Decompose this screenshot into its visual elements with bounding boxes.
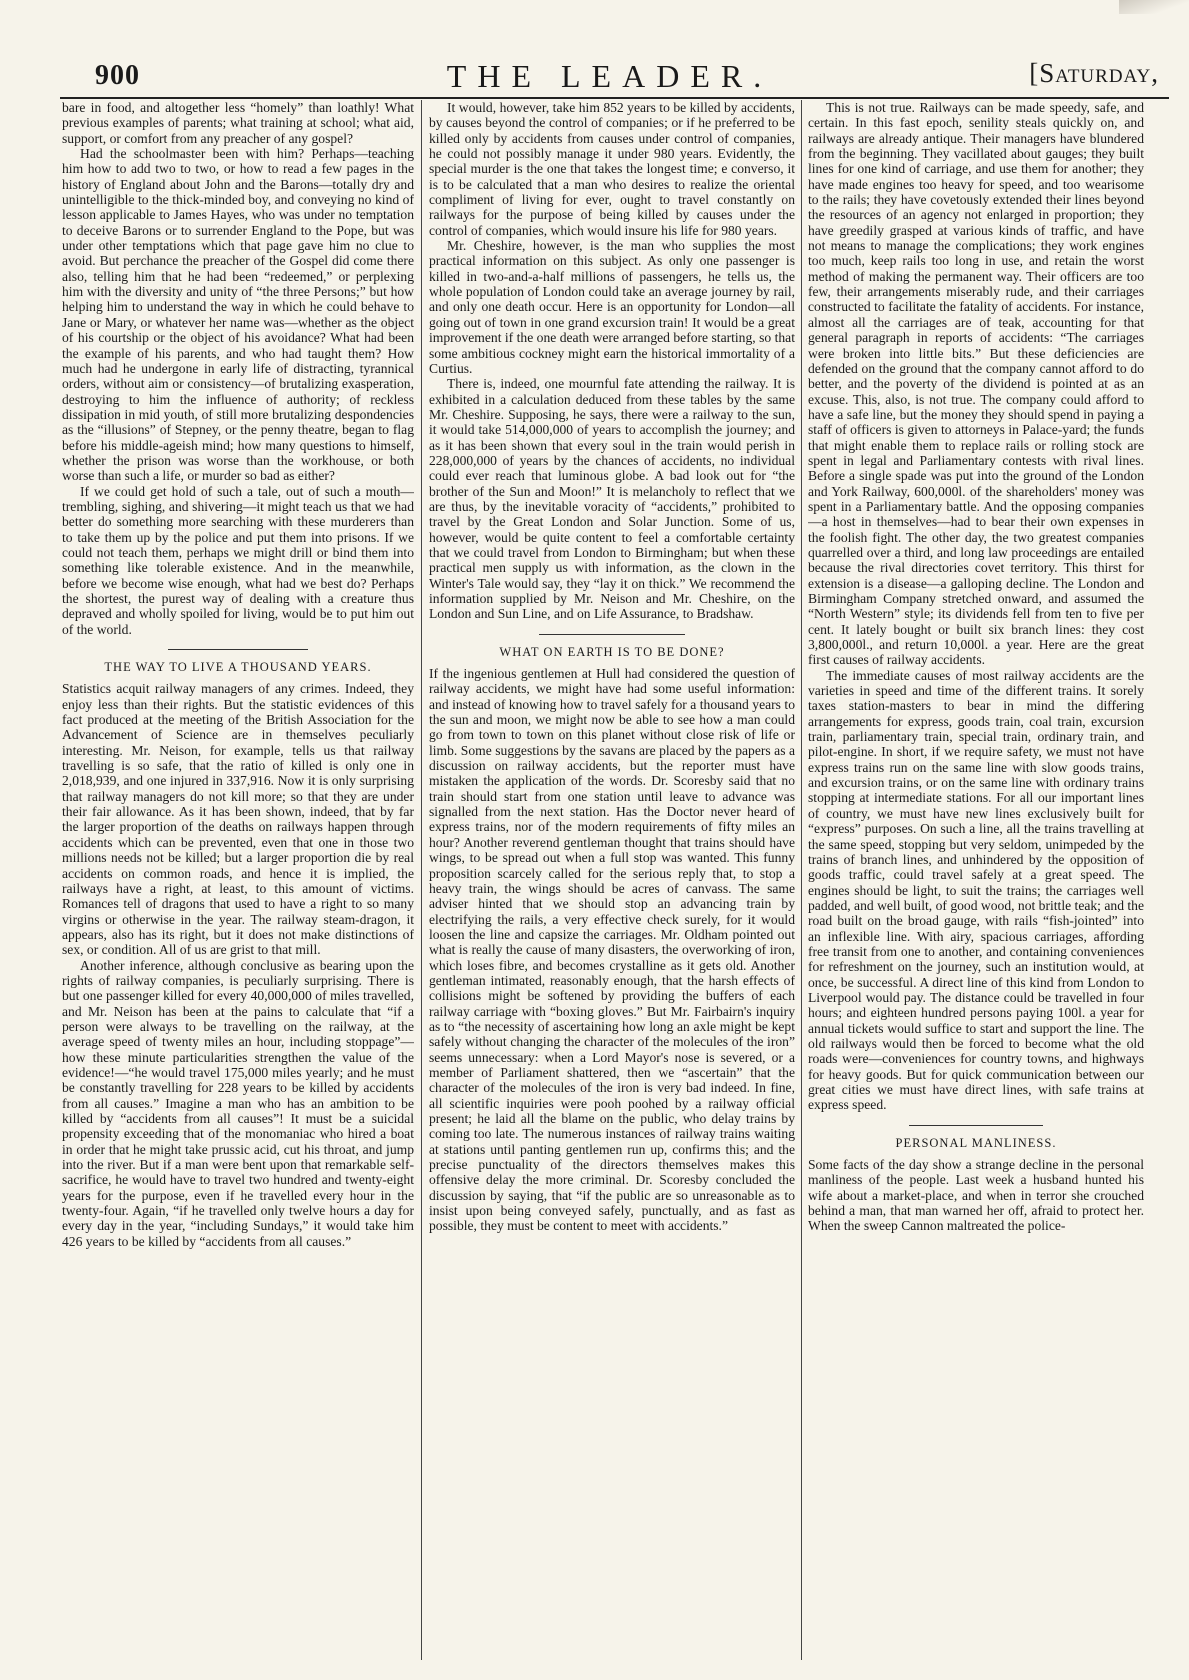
header-rule: [60, 97, 1169, 99]
article-title: WHAT ON EARTH IS TO BE DONE?: [499, 644, 725, 659]
article-title: THE WAY TO LIVE A THOUSAND YEARS.: [104, 660, 372, 675]
column-1: [62, 100, 414, 1660]
section-divider: [539, 634, 685, 635]
paragraph: It would, however, take him 852 years to be killed by accidents, by causes beyond the control of companies; or if he preferred to be killed only by accidents from causes under control of companies, he could not possibly manage it under 980 years. Evidently, the special murder is the one that takes the longest time; e converso, it is to be calculated that a man who desires to realize the oriental compliment of living for ever, ought to travel constantly on railways for the purpose of being killed by causes under the control of companies, which would insure his life for 980 years.: [429, 100, 795, 238]
paragraph: Mr. Cheshire, however, is the man who supplies the most practical information on this subject. As only one passenger is killed in two-and-a-half millions of passengers, he tells us, the whole population of London could take an average journey by rail, and only one death occur. Here is an opportunity for London—all going out of town in one grand excursion train! It would be a great improvement if the one death were arranged before starting, so that some ambitious cockney might earn the historical immortality of a Curtius.: [429, 238, 795, 376]
paragraph: Some facts of the day show a strange decline in the personal manliness of the people. Last week a husband hunted his wife about a market-place, and when in terror she crouched behind a man, that man warned her off, afraid to protect her. When the sweep Cannon maltreated the police-: [808, 1157, 1144, 1234]
section-divider: [909, 1125, 1043, 1126]
column-divider: [421, 100, 422, 1660]
dateline: [Saturday,: [1029, 58, 1159, 88]
page-number: 900: [95, 60, 140, 91]
section-divider: [168, 649, 309, 650]
paragraph: The immediate causes of most railway accidents are the varieties in speed and time of the different trains. It sorely taxes station-masters to bear in mind the differing arrangements for express, goods train, coal train, excursion train, parliamentary train, special train, ordinary train, and pilot-engine. In short, if we require safety, we must not have express trains run on the same line with slow goods trains, and excursion trains, or on the same line with ordinary trains stopping at intermediate stations. For all our important lines of country, we must have new lines exclusively built for “express” purposes. On such a line, all the trains travelling at the same speed, stopping but very seldom, unimpeded by the trains of branch lines, and unhindered by the opposition of goods traffic, could travel safely at a great speed. The engines should be light, to suit the trains; the carriages well padded, and well built, of good wood, not brittle teak; and the road built on the broad gauge, with rails “fish-jointed” into an inflexible line. With airy, spacious carriages, affording free transit from one to another, and containing conveniences for refreshment on the journey, such an institution would, at once, be successful. A direct line of this kind from London to Liverpool would pay. The distance could be travelled in four hours; and eighteen hundred persons paying 100l. a year for annual tickets would suffice to start and support the line. The old railways would then be forced to become what the old roads were—conveniences for country towns, and highways for heavy goods. But for quick communication between our great cities we must have direct lines, with safe trains at express speed.: [808, 667, 1144, 1113]
paragraph: Another inference, although conclusive as bearing upon the rights of railway companies, is peculiarly surprising. There is but one passenger killed for every 40,000,000 of miles travelled, and Mr. Neison has been at the pains to calculate that “if a person were always to be travelling on the railway, at the average speed of twenty miles an hour, including stoppage”—how these minute particularities strengthen the value of the evidence!—“he would travel 175,000 miles yearly; and he must be constantly travelling for 228 years to be killed by accidents from all causes.” Imagine a man who has an ambition to be killed by “accidents from all causes”! It must be a suicidal propensity exceeding that of the monomaniac who hired a boat in order that he might take prussic acid, cut his throat, and jump into the river. But if a man were bent upon that remarkable self-sacrifice, he would have to travel two hundred and twenty-eight years for the purpose, even if he travelled every hour in the twenty-four. Again, “if he travelled only twelve hours a day for every day in the year, “including Sundays,” it would take him 426 years to be killed by “accidents from all causes.”: [62, 957, 414, 1249]
paragraph: If the ingenious gentlemen at Hull had considered the question of railway accidents, we might have had some useful information: and instead of knowing how to travel safely for a thousand years to the sun and moon, we might now be able to see how a man could go from town to town on this planet without close risk of life or limb. Some suggestions by the savans are placed by the papers as a discussion on railway accidents, but the reporter must have mistaken the application of the words. Dr. Scoresby said that no train should start from one station until leave to advance was signalled from the next station. Has the Doctor never heard of express trains, nor of the modern requirements of fifty miles an hour? Another reverend gentleman thought that trains should have wings, to be spread out when a full stop was wanted. This funny proposition scarcely called for the serious reply that, to stop a heavy train, the wings should be acres of canvass. The same adviser hinted that we should stop an advancing train by electrifying the rails, a very effective check surely, for it would loosen the line and capsize the carriages. Mr. Oldham pointed out what is really the cause of many disasters, the overworking of iron, which loses fibre, and becomes crystalline as it gets old. Another gentleman intimated, reasonably enough, that the harsh effects of collisions might be softened by providing the buffers of each railway carriage with “boxing gloves.” But Mr. Fairbairn's inquiry as to “the necessity of ascertaining how long an axle might be kept safely without changing the character of the molecules of the iron” seems unnecessary: when a Lord Mayor's nose is severed, or a member of Parliament shattered, then we “ascertain” that the character of the molecules of the iron is very bad indeed. In fine, all scientific inquiries were pooh poohed by a railway official present; he laid all the blame on the public, who delay trains by coming too late. The numerous instances of railway trains waiting at stations until panting gentlemen run up, confirms this; and the precise punctuality of the directors themselves makes this offensive delay the more criminal. Dr. Scoresby concluded the discussion by saying, that “if the public are so unreasonable as to insist upon being conveyed safely, punctually, and as fast as possible, they must be content to meet with accidents.”: [429, 666, 795, 1234]
paragraph: If we could get hold of such a tale, out of such a mouth—trembling, sighing, and shivering—it might teach us that we had better do something more searching with these murderers than to take them up by the police and put them into prisons. If we could not teach them, perhaps we might drill or bind them into something like tolerable existence. And in the meanwhile, before we become wise enough, what had we best do? Perhaps the shortest, the purest way of dealing with a creature thus depraved and wholly spoiled for living, would be to put him out of the world.: [62, 483, 414, 637]
article-title: PERSONAL MANLINESS.: [895, 1135, 1057, 1150]
paragraph: Statistics acquit railway managers of any crimes. Indeed, they enjoy less than their rights. But the statistic evidences of this fact produced at the meeting of the British Association for the Advancement of Science are in themselves peculiarly interesting. Mr. Neison, for example, tells us that railway travelling is so safe, that the ratio of killed is only one in 2,018,939, and one injured in 337,916. Now it is only surprising that railway managers do not kill more; so that they are under their fair allowance. As it has been shown, indeed, that by far the larger proportion of the deaths on railways happen through accidents which can be prevented, even that one in those two millions needs not be killed; but a larger proportion die by real accidents on common roads, and hence it is implied, the railways have a right, at least, to this amount of victims. Romances tell of dragons that used to have a right to so many virgins or otherwise in the year. The railway steam-dragon, it appears, also has its right, but it does not make distinctions of sex, or condition. All of us are grist to that mill.: [62, 681, 414, 958]
masthead: THE LEADER.: [446, 58, 773, 94]
paragraph: Had the schoolmaster been with him? Perhaps—teaching him how to add two to two, or how to read a few pages in the history of England about John and the Barons—totally dry and unintelligible to the thick-minded boy, and conveying no kind of lesson applicable to James Hayes, who was under no temptation to deceive Barons or to surrender England to the Pope, but was under other temptations which that page gave him no clue to avoid. But perchance the preacher of the Gospel did come there also, telling him that he had been “redeemed,” or perplexing him with the diversity and unity of “the three Persons;” but how helping him to understand the way in which he could behave to Jane or Mary, or whatever her name was—whether as the object of his courtship or the object of his avoidance? What had been the example of his parents, and who had taught them? How much had he undergone in early life of distracting, tyrannical orders, without aim or consistency—of brutalizing exasperation, destroying to him the influence of authority; of reckless dissipation in mid youth, of still more brutalizing despondencies as the “illusions” of Stepney, or the penny theatre, began to flag before his middle-ageish mind; how many questions to himself, whether the prison was worse than the workhouse, or both worse than such a life, or murder so bad as either?: [62, 146, 414, 484]
paragraph: This is not true. Railways can be made speedy, safe, and certain. In this fast epoch, senility steals quickly on, and railways are already antique. Their managers have blundered from the beginning. They vacillated about gauges; they built lines for one kind of carriage, and use them for another; they have made engines too heavy for speed, and too wearisome to the rails; they have covetously extended their lines beyond the resources of an agency not enlarged in proportion; they have greedily grasped at various kinds of traffic, and have not means to manage the complications; they work engines too much, keep rails too long in use, and retain the worst method of making the permanent way. Their officers are too few, their arrangements miserably rude, and their carriages constructed to facilitate the fatality of accidents. For instance, almost all the carriages are of teak, accounting for that general paragraph in reports of accidents: “The carriages were broken into little bits.” But these deficiencies are defended on the ground that the company cannot afford to do better, and the poverty of the dividend is pointed at as an excuse. This, also, is not true. The company could afford to have a safe line, but the money they should spend in paying a staff of officers is given to attorneys in Palace-yard; the funds that might enable them to replace rails or rolling stock are spent in legal and Parliamentary contests with rival lines. Before a single spade was put into the ground of the London and York Railway, 600,000l. of the shareholders' money was spent in a Parliamentary battle. And the opposing companies—a host in themselves—had to bear their own expenses in the foolish fight. The other day, the two greatest companies quarrelled over a third, and long law proceedings are entailed because the rival directories covet territory. This thirst for extension is a disease—a galloping decline. The London and Birmingham Company stretched onward, and assumed the “North Western” style; its dividends fell from ten to five per cent. It lately bought or built six branch lines: they cost 3,800,000l., and return 10,000l. a year. Here are the great first causes of railway accidents.: [808, 100, 1144, 668]
torn-corner: [1119, 0, 1189, 14]
page-header: [60, 58, 1159, 98]
column-2: [429, 100, 795, 1660]
paragraph: There is, indeed, one mournful fate attending the railway. It is exhibited in a calculation deduced from these tables by the same Mr. Cheshire. Supposing, he says, there were a railway to the sun, it would take 514,000,000 of years to accomplish the journey; and as it has been shown that every soul in the train would perish in 228,000,000 of years by the chances of accidents, no individual could ever reach that luminous globe. A bad look out for “the brother of the Sun and Moon!” It is melancholy to reflect that we are thus, by the inevitable voracity of “accidents,” prohibited to travel by the Great London and Solar Junction. Some of us, however, would be quite content to feel a comfortable certainty that we could travel from London to Birmingham; but when these practical men supply us with information, as the clown in the Winter's Tale would say, they “lay it on thick.” We recommend the information supplied by Mr. Neison and Mr. Cheshire, on the London and Sun Line, and on Life Assurance, to Bradshaw.: [429, 376, 795, 622]
column-divider: [801, 100, 802, 1660]
column-3: [808, 100, 1144, 1660]
paragraph: bare in food, and altogether less “homely” than loathly! What previous examples of parents; what training at school; what aid, support, or comfort from any preacher of any gospel?: [62, 100, 414, 146]
